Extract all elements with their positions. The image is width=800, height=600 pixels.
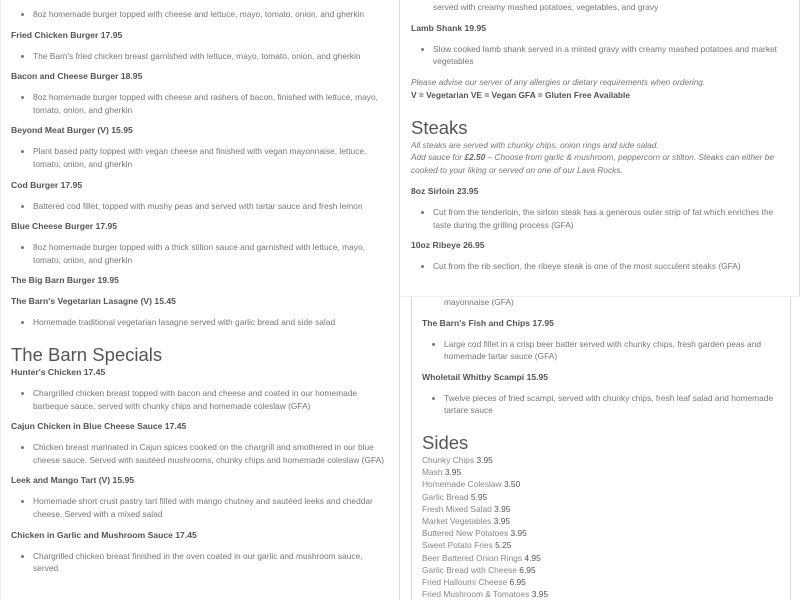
menu-item-title — [411, 22, 789, 35]
menu-item-description-list — [11, 50, 389, 63]
menu-item-price: 15.95 — [111, 125, 133, 136]
menu-item-description: • Chargrilled chicken breast topped with bacon and cheese and coated in our homemade barbeque sauce, served with chunky chips and homemade coleslaw (GFA) — [33, 387, 389, 412]
side-item-name: Fried Halloumi Cheese — [422, 577, 508, 587]
menu-item-price: 17.95 — [95, 221, 118, 232]
side-item-name: Sweet Potato Fries — [422, 540, 493, 551]
menu-item-description-list — [422, 338, 780, 363]
side-item — [422, 503, 780, 515]
menu-item-title — [11, 70, 389, 83]
menu-item-title — [11, 366, 389, 379]
menu-item-name: Hunter's Chicken — [11, 366, 82, 377]
side-item-price: 3.95 — [476, 454, 493, 465]
side-item — [422, 552, 780, 564]
side-item-name: Beer Battered Onion Rings — [422, 552, 523, 563]
dietary-legend: V = Vegetarian VE = Vegan GFA = Gluten Free Available — [411, 89, 630, 100]
menu-item-title — [411, 239, 789, 252]
menu-item-name: Fried Chicken Burger — [11, 29, 99, 40]
menu-item-description: • Chargrilled chicken breast finished in the oven coated in our garlic and mushroom sauce, served — [33, 550, 389, 575]
menu-item-name: Wholetail Whitby Scampi — [422, 371, 525, 382]
side-item-name: Fried Mushroom & Tomatoes — [422, 589, 530, 600]
menu-item-description: • Cut from the tenderloin, the sirloin steak has a generous outer strip of fat which enriches the taste during the grilling process (GFA) — [433, 206, 789, 231]
menu-item-description: • Slow cooked lamb shank served in a minted gravy with creamy mashed potatoes and market vegetables — [433, 43, 789, 68]
menu-item-description-list — [11, 241, 389, 266]
side-item-price: 3.95 — [493, 515, 511, 526]
menu-item-description-list — [11, 91, 389, 116]
side-item — [422, 478, 780, 490]
menu-item-price: 19.95 — [464, 22, 487, 33]
menu-item-name: Cajun Chicken in Blue Cheese Sauce — [11, 421, 163, 432]
side-item — [422, 466, 780, 478]
section-heading: Sides — [422, 431, 469, 453]
side-item — [422, 491, 780, 503]
menu-item-description-list — [11, 200, 389, 213]
side-item-price: 6.95 — [509, 577, 526, 587]
menu-item-description: • Twelve pieces of fried scampi, served with chunky chips, fresh leaf salad and homemade tartare sauce — [444, 392, 780, 417]
menu-panel-right-top — [401, 0, 800, 297]
menu-item-description: • Cut from the rib section, the ribeye steak is one of the most succulent steaks (GFA) — [433, 260, 789, 273]
side-item — [422, 576, 780, 588]
menu-item-name: The Barn's Vegetarian Lasagne (V) — [11, 296, 153, 307]
side-item-name: Homemade Coleslaw — [422, 479, 502, 490]
menu-item-price: 17.95 — [60, 179, 83, 190]
menu-item-name: Blue Cheese Burger — [11, 221, 94, 232]
menu-item-name: 10oz Ribeye — [411, 240, 461, 251]
menu-item-title — [11, 124, 389, 137]
side-item-price: 3.50 — [503, 479, 521, 490]
section-heading: The Barn Specials — [11, 343, 163, 365]
menu-item-description: • Homemade short crust pastry tart filled with mango chutney and sautéed leeks and cheddar cheese. Served with a mixed salad — [33, 495, 389, 520]
menu-item-description-list — [11, 8, 389, 21]
side-item-name: Fresh Mixed Salad — [422, 503, 492, 514]
menu-item-title — [11, 220, 389, 233]
menu-item-description: • Large cod fillet in a crisp beer batter served with chunky chips, fresh garden peas and homemade tartar sauce (GFA) — [444, 338, 780, 363]
menu-item-name: Leek and Mango Tart (V) — [11, 475, 111, 486]
menu-item-name: The Big Barn Burger — [11, 275, 96, 286]
menu-item-title — [11, 179, 389, 192]
menu-item-title — [411, 185, 789, 198]
side-item — [422, 588, 780, 600]
menu-item-price: 15.95 — [526, 371, 549, 382]
menu-item-price: 17.95 — [532, 317, 554, 328]
menu-item-name: 8oz Sirloin — [411, 185, 455, 196]
menu-item-description-list — [11, 316, 389, 329]
menu-item-name: Beyond Meat Burger (V) — [11, 125, 109, 136]
menu-item-description: • 8oz homemade burger topped with cheese and lettuce, mayo, tomato, onion, and gherkin — [33, 8, 389, 21]
side-item-price: 5.25 — [495, 540, 512, 551]
sauce-note — [411, 151, 789, 177]
menu-item-price: 17.45 — [83, 366, 106, 377]
side-item-price: 3.95 — [444, 467, 462, 478]
side-item-price: 3.95 — [494, 503, 511, 514]
side-item-name: Buttered New Potatoes — [422, 528, 509, 539]
menu-item-description-list — [11, 387, 389, 412]
sauce-note-text: Add sauce for — [411, 152, 465, 163]
menu-item-description: • Homemade traditional vegetarian lasagne served with garlic bread and side salad — [33, 316, 389, 329]
menu-item-price: 17.95 — [100, 29, 123, 40]
sauce-note-text: – Choose from garlic & mushroom, peppercorn or stilton. Steaks can either be cooked to your liking or served on one of our Lava Rocks. — [411, 152, 774, 176]
menu-item-name: Lamb Shank — [411, 22, 463, 33]
side-item-price: 4.95 — [524, 552, 541, 563]
menu-note: All steaks are served with chunky chips, onion rings and side salad. — [411, 139, 659, 150]
menu-item-description-list — [11, 550, 389, 575]
menu-item-description-list — [11, 145, 389, 170]
menu-item-description-list — [11, 441, 389, 466]
side-item — [422, 539, 780, 551]
menu-item-title — [11, 274, 389, 287]
side-item-name: Mash — [422, 467, 443, 478]
menu-item-price: 17.45 — [175, 529, 197, 540]
side-item-price: 3.95 — [510, 528, 527, 539]
menu-item-description-list — [411, 43, 789, 68]
side-item-name: Chunky Chips — [422, 454, 475, 465]
menu-item-title — [11, 295, 389, 308]
menu-item-description: • 8oz homemade burger topped with cheese and rashers of bacon, finished with lettuce, mayo, tomato, onion, and gherkin — [33, 91, 389, 116]
menu-item-price: 18.95 — [120, 71, 143, 82]
menu-item-price: 26.95 — [463, 240, 485, 251]
side-item — [422, 527, 780, 539]
menu-item-description: • Chicken breast marinated in Cajun spices cooked on the chargrill and smothered in our blue cheese sauce. Served with sautéed mushrooms, chunky chips and homemade coleslaw (GFA) — [33, 441, 389, 466]
menu-item-price: 17.45 — [164, 421, 187, 432]
menu-item-description-list — [422, 392, 780, 417]
menu-item-description: • 8oz homemade burger topped with a thick stilton sauce and garnished with lettuce, mayo, tomato, onion, and gherkin — [33, 241, 389, 266]
side-item-name: Market Vegetables — [422, 515, 492, 526]
menu-panel-right-bottom — [411, 297, 791, 600]
side-item-name: Garlic Bread — [422, 491, 469, 502]
menu-item-title — [11, 29, 389, 42]
side-item-price: 3.95 — [531, 589, 549, 600]
menu-item-description: • Battered cod fillet, topped with mushy peas and served with tartar sauce and fresh lemon — [33, 200, 389, 213]
side-item — [422, 454, 780, 466]
side-item — [422, 515, 780, 527]
side-item-price: 6.95 — [519, 564, 536, 575]
section-heading: Steaks — [411, 116, 468, 138]
menu-item-title — [11, 474, 389, 487]
side-item-name: Garlic Bread with Cheese — [422, 564, 517, 575]
menu-item-price: 23.95 — [456, 185, 479, 196]
menu-item-name: Cod Burger — [11, 179, 59, 190]
menu-item-description-list — [411, 260, 789, 273]
menu-item-price: 15.45 — [154, 296, 176, 307]
menu-item-name: Chicken in Garlic and Mushroom Sauce — [11, 529, 173, 540]
menu-item-description-continued: mayonnaise (GFA) — [444, 297, 514, 307]
menu-item-description-continued: served with creamy mashed potatoes, vegetables, and gravy — [433, 2, 659, 12]
menu-item-description: • Plant based patty topped with vegan cheese and finished with vegan mayonnaise, lettuce, tomato, onion, and gherkin — [33, 145, 389, 170]
menu-item-title — [11, 420, 389, 433]
menu-item-name: Bacon and Cheese Burger — [11, 71, 119, 82]
menu-item-price: 15.95 — [112, 475, 135, 486]
menu-item-description: • The Barn's fried chicken breast garnished with lettuce, mayo, tomato, onion, and gherkin — [33, 50, 389, 63]
side-item-price: 5.95 — [470, 491, 488, 502]
sauce-price: £2.50 — [464, 152, 486, 163]
menu-item-name: The Barn's Fish and Chips — [422, 317, 531, 328]
menu-item-description-list — [411, 206, 789, 231]
menu-note: Please advise our server of any allergies or dietary requirements when ordering. — [411, 76, 706, 87]
menu-item-description-list — [11, 495, 389, 520]
side-item — [422, 564, 780, 576]
menu-item-price: 19.95 — [97, 275, 119, 286]
menu-item-title — [11, 529, 389, 542]
menu-item-title — [422, 317, 780, 330]
menu-item-title — [422, 371, 780, 384]
